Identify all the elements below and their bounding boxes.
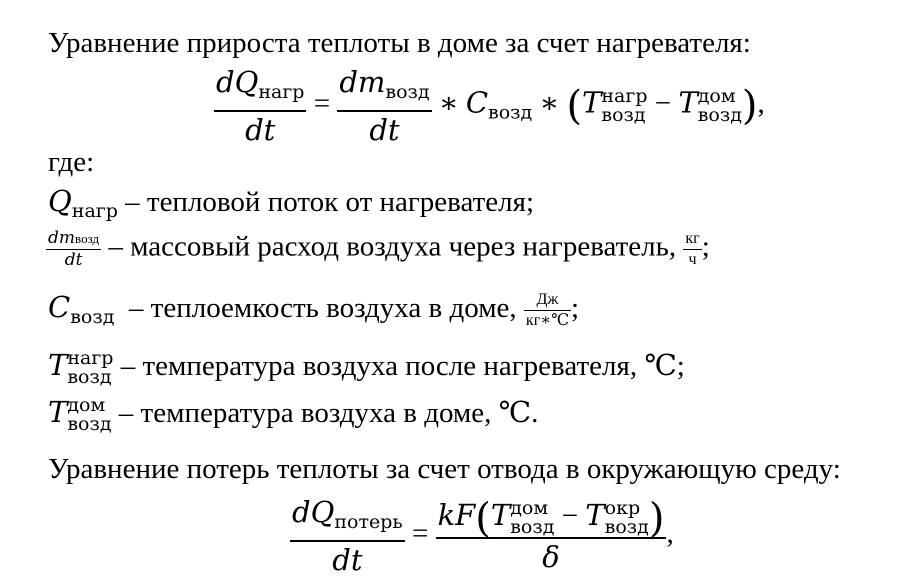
equals-sign: = — [411, 517, 429, 550]
equals-sign: = — [313, 87, 331, 120]
fraction-dm-dt — [337, 64, 431, 148]
multiply-sign: ∗ — [438, 87, 459, 120]
heading-heater-gain: Уравнение прироста теплоты в доме за счет нагревателя: — [48, 27, 751, 59]
fraction-kf-delta: kF(T дом возд − T окр возд ) δ — [437, 495, 665, 575]
multiply-sign: ∗ — [539, 87, 560, 120]
subscript-vozd: возд — [488, 101, 533, 124]
unit-kg-per-h: $\frac{кг}{ч}$ — [685, 229, 700, 268]
definition-q: $Q_{нагр}$ – тепловой поток от нагревателя; — [48, 184, 535, 222]
symbol-t: T — [678, 85, 698, 120]
unit-j-per-kg-c: $\frac{Дж}{кг∗℃}$ — [525, 291, 570, 329]
supsub-nagr-vozd: нагр возд — [601, 85, 648, 126]
comma: , — [666, 517, 674, 550]
minus-sign: − — [654, 87, 672, 120]
fraction-dm-dt-small: $\frac{\text{dmвозд}}{dt}$ — [48, 228, 100, 270]
subscript-poter: потерь — [334, 511, 403, 533]
symbol-dm: dm — [339, 65, 386, 99]
definition-mass-flow: $\frac{\text{dmвозд}}{dt}$ – массовый расход воздуха через нагреватель, $\frac{кг}{ч}$ ; — [48, 228, 710, 270]
definition-t-house-text: – температура воздуха в доме, ℃. — [118, 397, 539, 429]
close-paren: ) — [741, 83, 758, 129]
subscript-vozd: возд — [385, 81, 430, 103]
symbol-dq: dQ — [216, 65, 259, 99]
definition-heat-capacity-text: – теплоемкость воздуха в доме, — [128, 292, 517, 325]
comma: , — [757, 87, 765, 120]
where-label: где: — [48, 146, 95, 178]
definition-heat-capacity: $C_{возд}$ – теплоемкость воздуха в доме, $\frac{Дж}{кг∗℃}$ ; — [48, 290, 580, 329]
equation-heat-loss — [290, 494, 674, 578]
symbol-c: C — [465, 85, 489, 120]
symbol-dt: dt — [337, 110, 431, 148]
fraction-dq-dt-loss: $\frac{dQ_{потерь}}{dt}$ — [292, 495, 403, 577]
definition-mass-flow-text: – массовый расход воздуха через нагреватель, — [108, 230, 677, 263]
definition-t-heater-text: – температура воздуха после нагревателя, ℃; — [120, 350, 685, 382]
definition-q-text: – тепловой поток от нагревателя; — [125, 186, 535, 218]
subscript-nagr: нагр — [71, 200, 118, 222]
equation-heater-gain — [214, 64, 765, 148]
symbol-t: T — [582, 85, 602, 120]
supsub-dom-vozd: дом возд — [697, 85, 742, 126]
definition-t-house: T дом возд – температура воздуха в доме, ℃. — [48, 394, 539, 436]
heading-heat-loss: Уравнение потерь теплоты за счет отвода в окружающую среду: — [48, 453, 841, 485]
symbol-dt: dt — [214, 110, 306, 148]
open-paren: ( — [566, 83, 583, 129]
definition-t-heater: T нагр возд – температура воздуха после нагревателя, ℃; — [48, 347, 685, 389]
fraction-dq-dt — [214, 64, 306, 148]
subscript-nagr: нагр — [258, 81, 305, 103]
